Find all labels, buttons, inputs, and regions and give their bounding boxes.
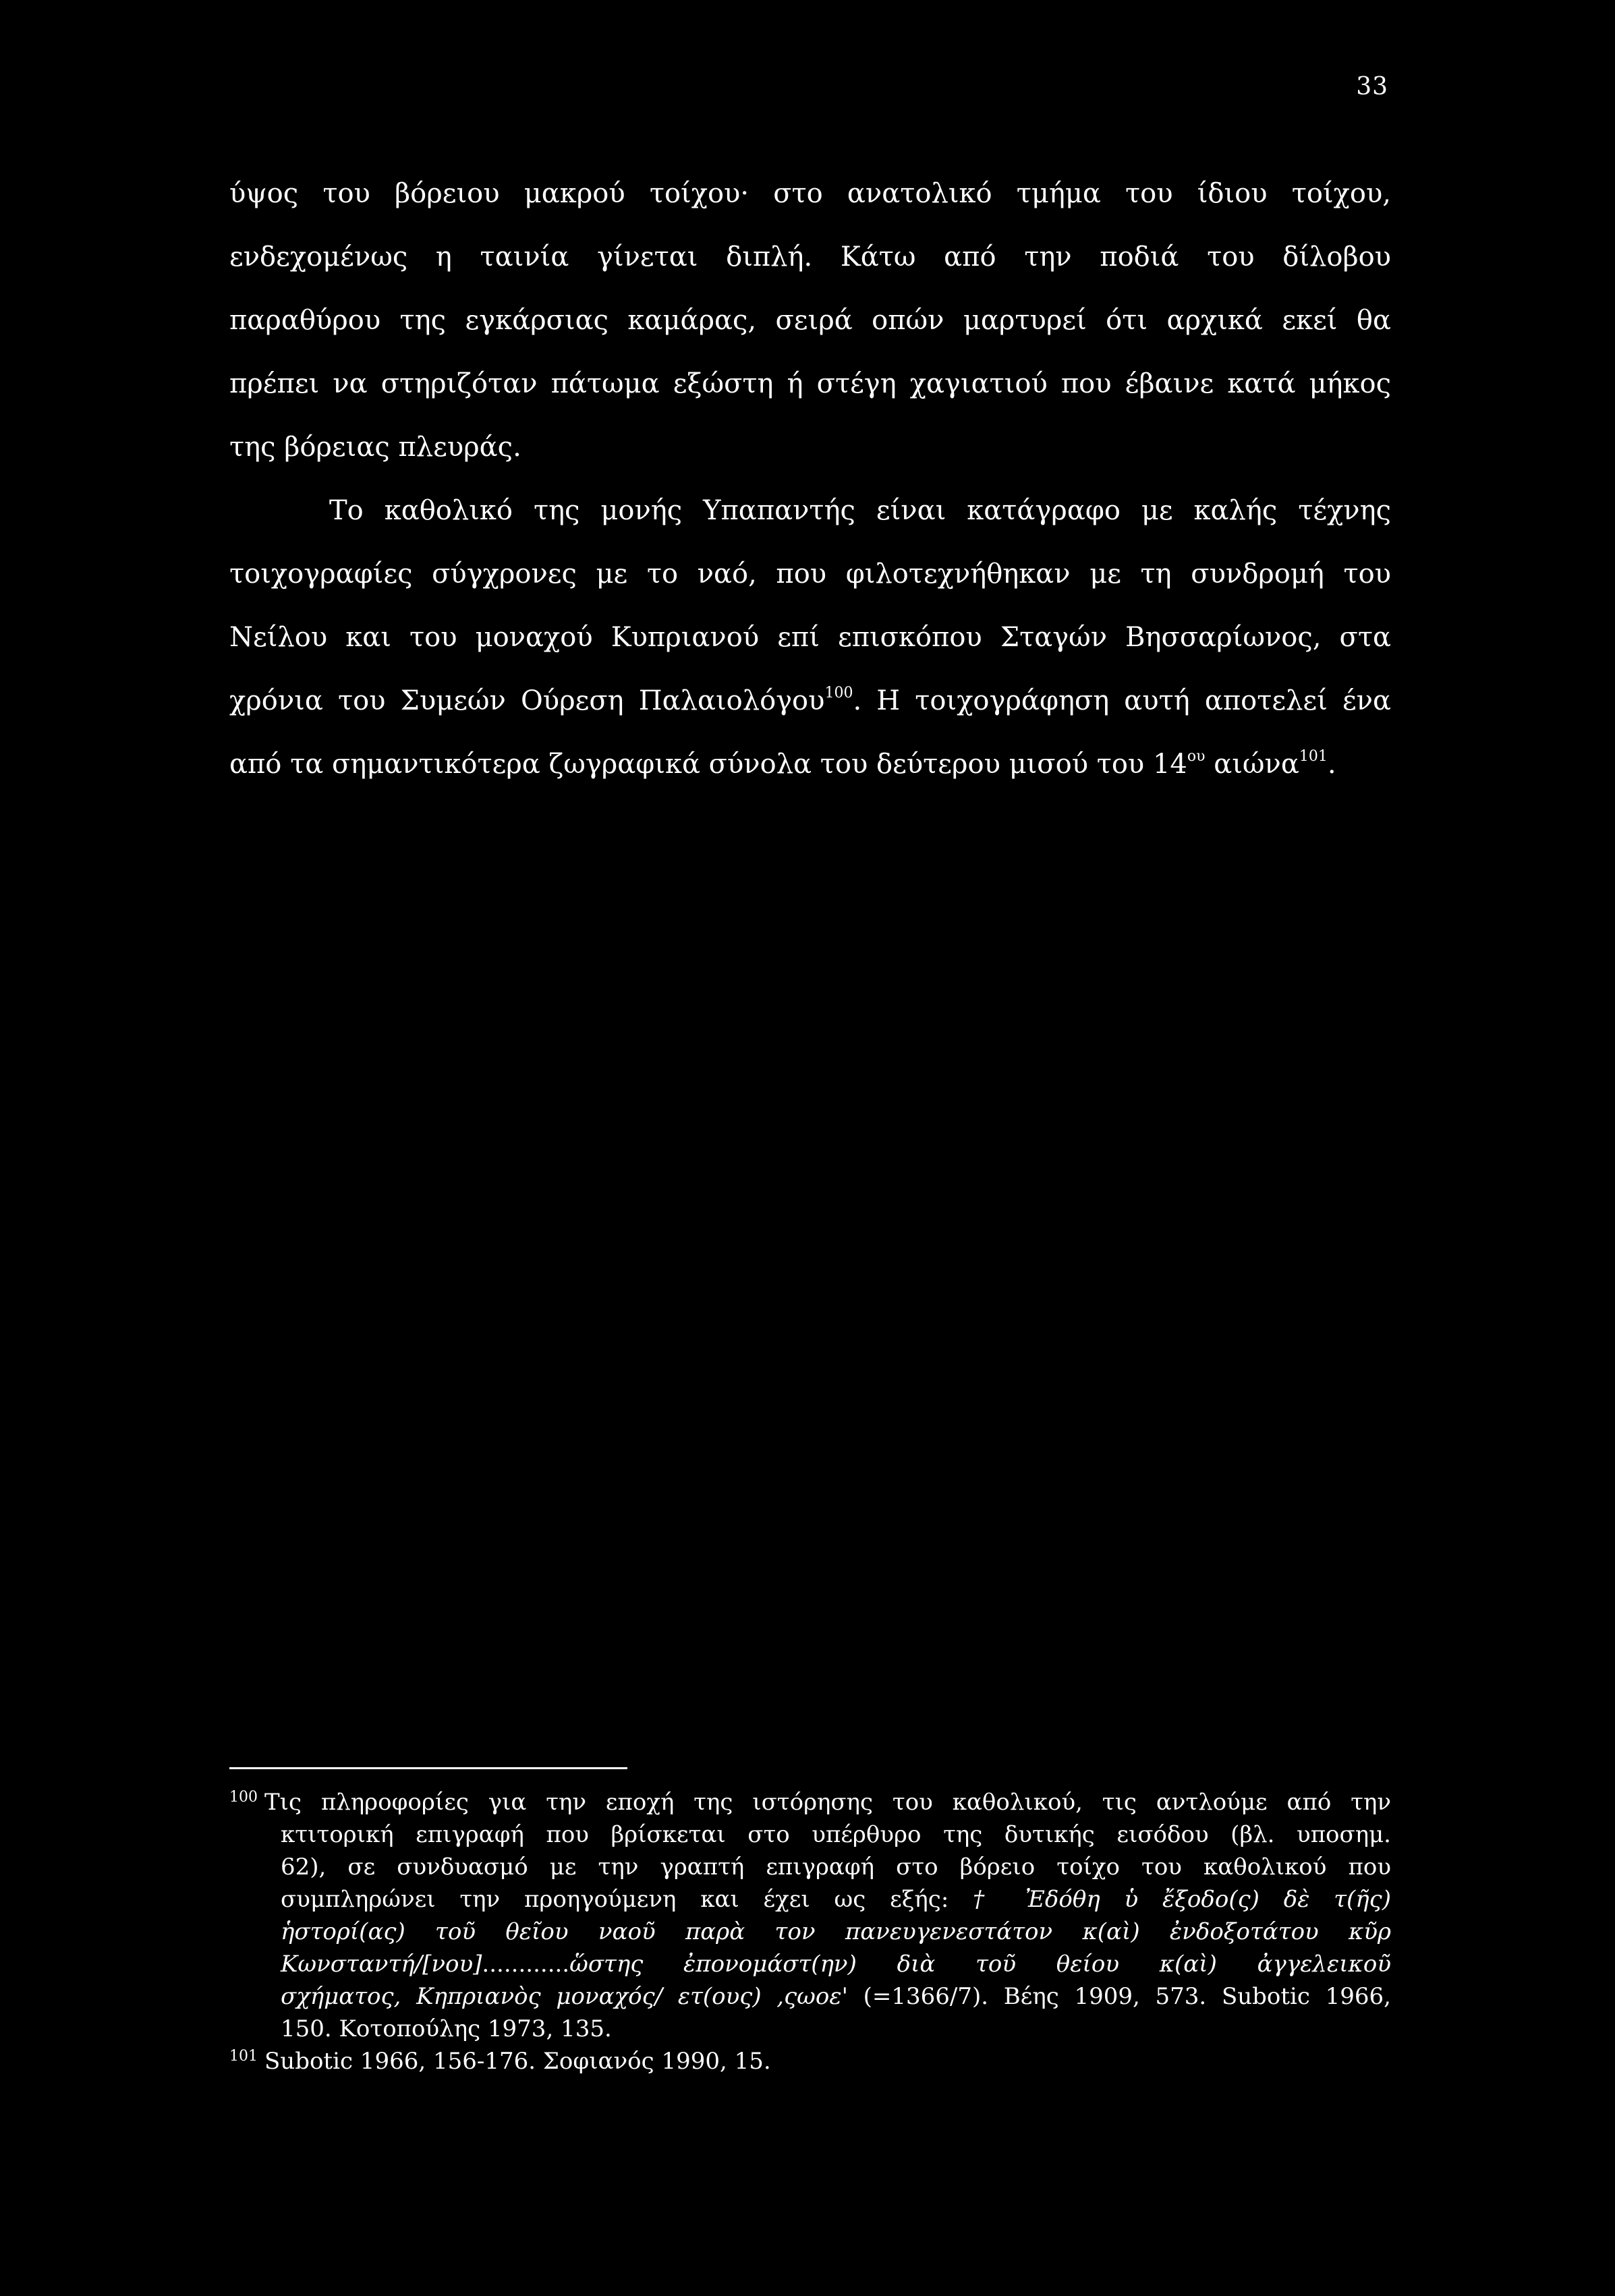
body-line-7: τοιχογραφίες σύγχρονες με το ναό, που φιλοτεχνήθηκαν με τη συνδρομή του [229,558,1391,590]
footnote-100-marker: 100 [229,1789,258,1806]
footnote-ref-101[interactable]: 101 [1299,748,1328,765]
body-line-5: της βόρειας πλευράς. [229,432,521,463]
body-line-9 [229,669,1391,733]
footnote-100-line-5: ἡστορί(ας) τοῦ θεῖου ναοῦ παρὰ τον πανευγενεστάτον κ(αὶ) ἐνδοξοτάτου κῦρ [281,1918,1391,1945]
footnote-100-line-4 [229,1883,1391,1916]
footnote-101-text: Subotic 1966, 156-176. Σοφιανός 1990, 15. [264,2048,771,2075]
footnote-101-marker: 101 [229,2048,258,2065]
body-line-9-text-a: χρόνια του Συμεών Ούρεση Παλαιολόγου [229,685,825,716]
body-line-10-text-a: από τα σημαντικότερα ζωγραφικά σύνολα του δεύτερου μισού του 14 [229,749,1187,780]
body-line-10-text-c: . [1327,749,1336,780]
body-text [229,162,1391,796]
body-line-2: ενδεχομένως η ταινία γίνεται διπλή. Κάτω από την ποδιά του δίλοβου [229,241,1391,272]
footnote-100-text-7b: (=1366/7). Βέης 1909, 573. Subotic 1966, [847,1983,1391,2010]
footnote-100-inscription-6c: ὥστης ἐπονομάστ(ην) διὰ τοῦ θείου κ(αὶ) ἀγγελεικοῦ [569,1951,1391,1978]
footnote-100-ellipsis: ............ [482,1951,570,1978]
footnote-100-line-3: 62), σε συνδυασμό με την γραπτή επιγραφή στο βόρειο τοίχο του καθολικού που [281,1854,1391,1881]
footnote-100-inscription-6a: Κωνσταντή/[νου] [281,1951,482,1978]
footnote-separator [229,1767,627,1769]
body-line-4: πρέπει να στηριζόταν πάτωμα εξώστη ή στέγη χαγιατιού που έβαινε κατά μήκος [229,368,1391,399]
footnotes [229,1786,1391,2077]
footnote-100-line-2: κτιτορική επιγραφή που βρίσκεται στο υπέρθυρο της δυτικής εισόδου (βλ. υποσημ. [281,1821,1391,1848]
footnote-100-line-8: 150. Κοτοπούλης 1973, 135. [281,2015,612,2042]
body-line-10 [229,733,1391,796]
footnote-100-line-7 [229,1980,1391,2013]
footnote-100-text-1: Τις πληροφορίες για την εποχή της ιστόρησης του καθολικού, τις αντλούμε από την [264,1789,1391,1816]
page-number: 33 [1356,73,1388,101]
footnote-100-line-1 [229,1786,1391,1818]
footnote-100-inscription-7a: σχήματος, Κηπριανὸς μοναχός/ ετ(ους) ,ςωοε' [281,1983,848,2010]
footnote-ref-100[interactable]: 100 [824,685,853,701]
body-line-6: Το καθολικό της μονής Υπαπαντής είναι κατάγραφο με καλής τέχνης [329,495,1391,526]
body-line-3: παραθύρου της εγκάρσιας καμάρας, σειρά οπών μαρτυρεί ότι αρχικά εκεί θα [229,305,1391,336]
footnote-101-line-1 [229,2045,1391,2077]
footnote-100-text-4a: συμπληρώνει την προηγούμενη και έχει ως εξής: [281,1886,973,1913]
footnote-100-inscription-4b: † Ἐδόθη ὑ ἔξοδο(ς) δὲ τ(ῆς) [973,1886,1391,1913]
body-line-1: ύψος του βόρειου μακρού τοίχου· στο ανατολικό τμήμα του ίδιου τοίχου, [229,178,1391,209]
ordinal-suffix: ου [1187,748,1206,765]
footnote-100-line-6 [229,1948,1391,1980]
body-line-9-text-b: . Η τοιχογράφηση αυτή αποτελεί ένα [853,685,1391,716]
body-line-10-text-b: αιώνα [1205,749,1299,780]
body-line-8: Νείλου και του μοναχού Κυπριανού επί επισκόπου Σταγών Βησσαρίωνος, στα [229,622,1391,653]
